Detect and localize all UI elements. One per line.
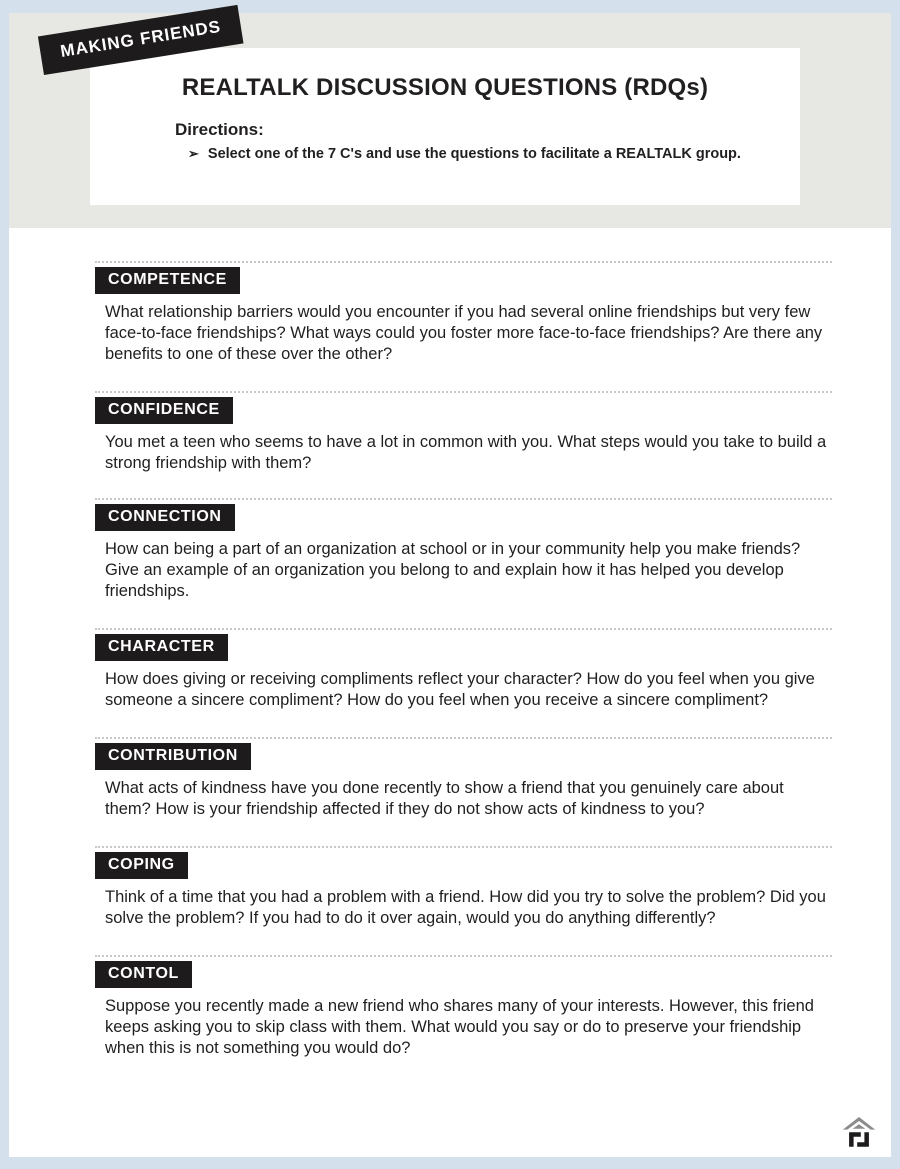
section-question: Think of a time that you had a problem with a friend. How did you try to solve the problem? Did you solve the problem? If you had to do it over again, would you do anything differently? bbox=[105, 888, 826, 927]
section-question: How does giving or receiving compliments reflect your character? How do you feel when you give someone a sincere compliment? How do you feel when you receive a sincere compliment? bbox=[105, 670, 815, 709]
section-label: CHARACTER bbox=[95, 634, 228, 661]
section-contribution bbox=[95, 737, 832, 820]
page-title: REALTALK DISCUSSION QUESTIONS (RDQs) bbox=[181, 74, 709, 101]
arrow-bullet-icon: ➢ bbox=[188, 146, 199, 161]
section-label: CONFIDENCE bbox=[95, 397, 233, 424]
section-connection bbox=[95, 498, 832, 602]
section-confidence bbox=[95, 391, 832, 474]
making-friends-banner: MAKING FRIENDS bbox=[38, 5, 244, 75]
directions-bullet bbox=[188, 146, 770, 162]
section-contol bbox=[95, 955, 832, 1059]
house-logo-icon bbox=[841, 1114, 877, 1156]
section-question: You met a teen who seems to have a lot in common with you. What steps would you take to build a strong friendship with them? bbox=[105, 433, 827, 472]
section-label: COPING bbox=[95, 852, 188, 879]
section-label: CONTOL bbox=[95, 961, 192, 988]
section-competence bbox=[95, 261, 832, 365]
directions-bullet-text: Select one of the 7 C's and use the questions to facilitate a REALTALK group. bbox=[207, 146, 741, 162]
directions-heading: Directions: bbox=[175, 120, 264, 139]
section-question: What acts of kindness have you done recently to show a friend that you genuinely care about them? How is your friendship affected if they do not show acts of kindness to you? bbox=[105, 779, 784, 818]
header-card bbox=[90, 48, 800, 205]
section-question: What relationship barriers would you encounter if you had several online friendships but very few face-to-face friendships? What ways could you foster more face-to-face friendships? Are there any benefits to one of these over the other? bbox=[105, 303, 823, 363]
section-question: How can being a part of an organization at school or in your community help you make friends? Give an example of an organization you belong to and explain how it has helped you develop friendships. bbox=[105, 540, 801, 600]
section-coping bbox=[95, 846, 832, 929]
section-label: CONTRIBUTION bbox=[95, 743, 251, 770]
questions-list bbox=[9, 228, 891, 1157]
section-character bbox=[95, 628, 832, 711]
section-label: CONNECTION bbox=[95, 504, 235, 531]
section-label: COMPETENCE bbox=[95, 267, 240, 294]
section-question: Suppose you recently made a new friend who shares many of your interests. However, this friend keeps asking you to skip class with them. What would you say or do to preserve your friendship when this is not something you would do? bbox=[105, 997, 814, 1057]
